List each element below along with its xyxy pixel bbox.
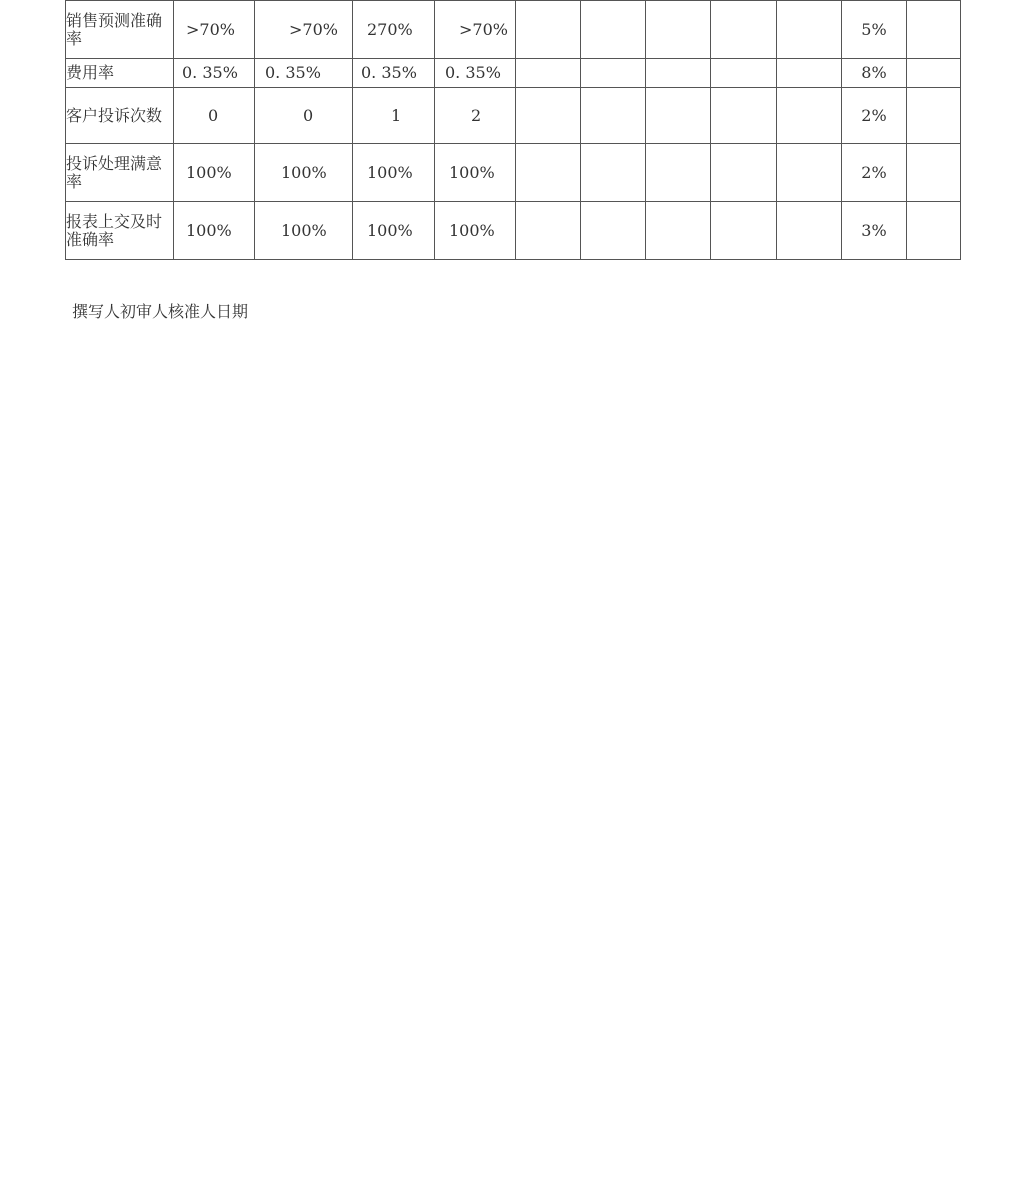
empty-cell xyxy=(581,59,646,88)
empty-cell xyxy=(581,88,646,144)
row-label: 客户投诉次数 xyxy=(66,88,174,144)
empty-cell xyxy=(777,1,842,59)
table-row xyxy=(66,202,961,260)
value-cell: 0 xyxy=(255,88,353,144)
table-row xyxy=(66,59,961,88)
value-cell: 2 xyxy=(435,88,516,144)
value-cell: 100% xyxy=(435,144,516,202)
empty-cell xyxy=(711,59,777,88)
empty-cell xyxy=(646,1,711,59)
empty-cell xyxy=(907,88,961,144)
empty-cell xyxy=(646,59,711,88)
value-cell: >70% xyxy=(435,1,516,59)
weight-cell: 3% xyxy=(842,202,907,260)
empty-cell xyxy=(581,1,646,59)
empty-cell xyxy=(516,1,581,59)
value-cell: 0. 35% xyxy=(435,59,516,88)
value-cell: 100% xyxy=(255,144,353,202)
value-cell: 270% xyxy=(353,1,435,59)
row-label: 投诉处理满意率 xyxy=(66,144,174,202)
value-cell: 100% xyxy=(353,144,435,202)
empty-cell xyxy=(516,88,581,144)
empty-cell xyxy=(777,88,842,144)
empty-cell xyxy=(711,144,777,202)
empty-cell xyxy=(646,144,711,202)
signature-line: 撰写人初审人核准人日期 xyxy=(72,302,249,321)
row-label: 报表上交及时准确率 xyxy=(66,202,174,260)
value-cell: >70% xyxy=(255,1,353,59)
value-cell: 0. 35% xyxy=(353,59,435,88)
empty-cell xyxy=(777,59,842,88)
empty-cell xyxy=(711,1,777,59)
weight-cell: 2% xyxy=(842,144,907,202)
weight-cell: 8% xyxy=(842,59,907,88)
empty-cell xyxy=(516,202,581,260)
value-cell: 0. 35% xyxy=(174,59,255,88)
table-row xyxy=(66,88,961,144)
kpi-table xyxy=(65,0,961,260)
weight-cell: 5% xyxy=(842,1,907,59)
value-cell: 0 xyxy=(174,88,255,144)
empty-cell xyxy=(711,202,777,260)
value-cell: 100% xyxy=(353,202,435,260)
empty-cell xyxy=(711,88,777,144)
empty-cell xyxy=(907,202,961,260)
table-row xyxy=(66,1,961,59)
empty-cell xyxy=(581,144,646,202)
empty-cell xyxy=(907,59,961,88)
empty-cell xyxy=(907,1,961,59)
empty-cell xyxy=(777,202,842,260)
row-label: 费用率 xyxy=(66,59,174,88)
empty-cell xyxy=(907,144,961,202)
value-cell: 1 xyxy=(353,88,435,144)
row-label: 销售预测准确率 xyxy=(66,1,174,59)
value-cell: 0. 35% xyxy=(255,59,353,88)
value-cell: 100% xyxy=(255,202,353,260)
table-row xyxy=(66,144,961,202)
value-cell: >70% xyxy=(174,1,255,59)
empty-cell xyxy=(581,202,646,260)
empty-cell xyxy=(516,144,581,202)
empty-cell xyxy=(777,144,842,202)
empty-cell xyxy=(516,59,581,88)
empty-cell xyxy=(646,88,711,144)
value-cell: 100% xyxy=(174,202,255,260)
value-cell: 100% xyxy=(174,144,255,202)
value-cell: 100% xyxy=(435,202,516,260)
weight-cell: 2% xyxy=(842,88,907,144)
empty-cell xyxy=(646,202,711,260)
